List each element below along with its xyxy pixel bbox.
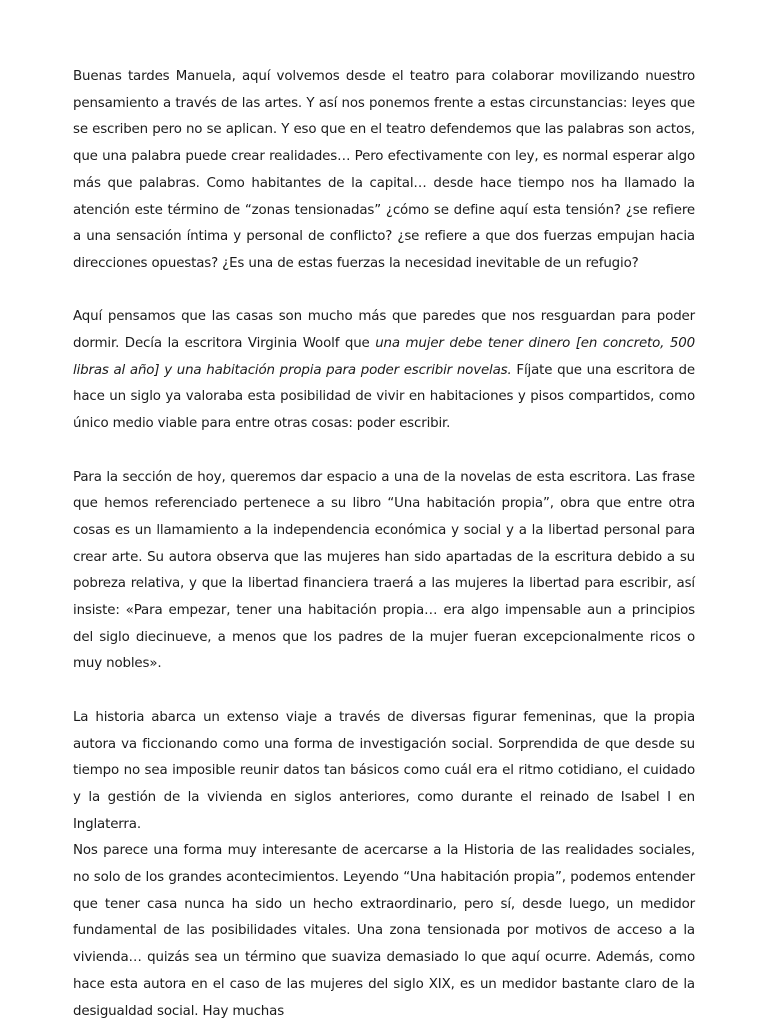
paragraph-greeting: Buenas tardes Manuela, aquí volvemos desde el teatro para colaborar movilizando nuestro pensamiento a través de las artes. Y así nos ponemos frente a estas circunstancias: leyes que se escriben pero no se aplican. Y eso que en el teatro defendemos que las palabras son actos, que una palabra puede crear realidades… Pero efectivamente con ley, es normal esperar algo más que palabras. Como habitantes de la capital… desde hace tiempo nos ha llamado la atención este término de “zonas tensionadas” ¿cómo se define aquí esta tensión? ¿se refiere a una sensación íntima y personal de conflicto? ¿se refiere a que dos fuerzas empujan hacia direcciones opuestas? ¿Es una de estas fuerzas la necesidad inevitable de un refugio? <box>73 69 695 271</box>
paragraph-gap <box>73 678 695 705</box>
paragraph-text: Fíjate que una escritora de hace un siglo ya valoraba esta posibilidad de vivir en habitaciones y pisos compartidos, como único medio viable para entre otras cosas: poder escribir. <box>73 362 695 432</box>
paragraph-section-today: Para la sección de hoy, queremos dar espacio a una de la novelas de esta escritora. Las frase que hemos referenciado pertenece a su libro “Una habitación propia”, obra que entre otra cosas es un llamamiento a la independencia económica y social y a la libertad personal para crear arte. Su autora observa que las mujeres han sido apartadas de la escritura debido a su pobreza relativa, y que la libertad financiera traerá a las mujeres la libertad para escribir, así insiste: «Para empezar, tener una habitación propia… era algo impensable aun a principios del siglo diecinueve, a menos que los padres de la mujer fueran excepcionalmente ricos o muy nobles». <box>73 469 695 672</box>
woolf-quote: una mujer debe tener dinero [en concreto, 500 libras al año] y una habitación propia para poder escribir novelas. <box>73 336 695 378</box>
paragraph-gap <box>73 278 695 305</box>
paragraph-gap <box>73 438 695 465</box>
paragraph-text: Aquí pensamos que las casas son mucho más que paredes que nos resguardan para poder dormir. Decía la escritora Virginia Woolf que <box>73 309 695 352</box>
document-page <box>73 64 695 1025</box>
paragraph-history: La historia abarca un extenso viaje a través de diversas figurar femeninas, que la propia autora va ficcionando como una forma de investigación social. Sorprendida de que desde su tiempo no sea imposible reunir datos tan básicos como cuál era el ritmo cotidiano, el cuidado y la gestión de la vivienda en siglos anteriores, como durante el reinado de Isabel I en Inglaterra. <box>73 709 695 832</box>
paragraph-virginia-woolf <box>73 304 695 438</box>
paragraph-social-history: Nos parece una forma muy interesante de acercarse a la Historia de las realidades sociales, no solo de los grandes acontecimientos. Leyendo “Una habitación propia”, podemos entender que tener casa nunca ha sido un hecho extraordinario, pero sí, desde luego, un medidor fundamental de las posibilidades vitales. Una zona tensionada por motivos de acceso a la vivienda… quizás sea un término que suaviza demasiado lo que aquí ocurre. Además, como hace esta autora en el caso de las mujeres del siglo XIX, es un medidor bastante claro de la desigualdad social. Hay muchas <box>73 843 695 1019</box>
